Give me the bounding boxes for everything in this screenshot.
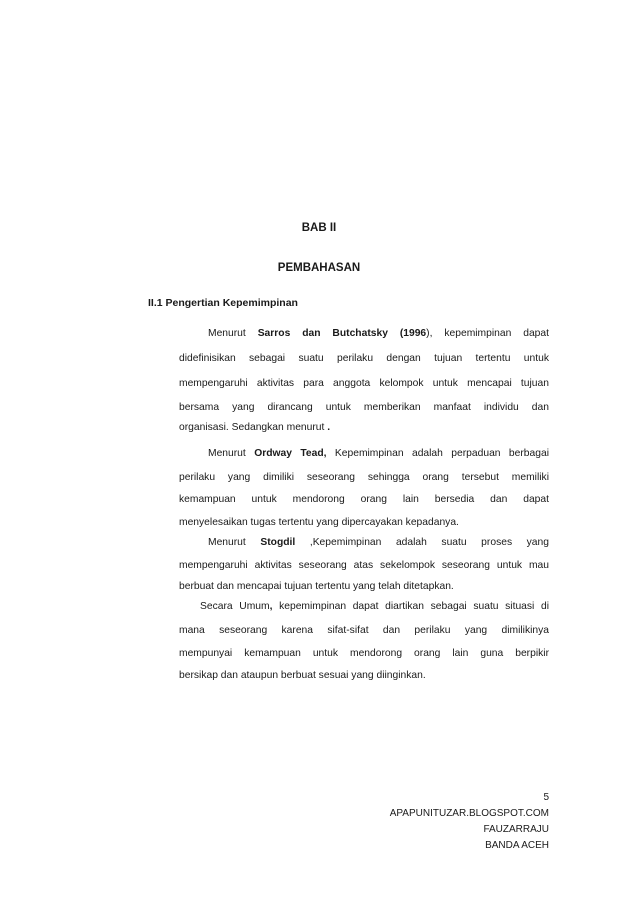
para3-text-cont: ,Kepemimpinan adalah suatu proses yang (309, 537, 549, 548)
para4-text-cont: kepemimpinan dapat diartikan sebagai suatu situasi di (279, 601, 549, 612)
para1-text: Menurut (208, 328, 246, 339)
chapter-title: BAB II (301, 222, 337, 234)
para4-line4: bersikap dan ataupun berbuat sesuai yang diinginkan. (179, 670, 426, 681)
footer-location: BANDA ACEH (485, 840, 549, 851)
para2-line2: perilaku yang dimiliki seseorang sehingga orang tersebut memiliki (179, 472, 549, 483)
footer-site: APAPUNITUZAR.BLOGSPOT.COM (389, 808, 549, 819)
para1-line1 (179, 327, 549, 341)
footer (390, 790, 549, 854)
section-title: II.1 Pengertian Kepemimpinan (148, 297, 298, 309)
para2-line3: kemampuan untuk mendorong orang lain bersedia dan dapat (179, 494, 549, 505)
para2-line4: menyelesaikan tugas tertentu yang dipercayakan kepadanya. (179, 517, 459, 528)
para4-line2: mana seseorang karena sifat-sifat dan perilaku yang dimilikinya (179, 625, 549, 636)
para1-author: Sarros dan Butchatsky (1996 (257, 328, 427, 339)
para3-author: Stogdil (260, 537, 296, 548)
para1-end-dot: . (327, 422, 331, 433)
para1-line5 (179, 421, 549, 435)
para2-text-cont: Kepemimpinan adalah perpaduan berbagai (334, 448, 549, 459)
para2-author: Ordway Tead, (254, 448, 327, 459)
para3-text: Menurut (208, 537, 246, 548)
para2-line1 (179, 447, 549, 461)
para3-line2: mempengaruhi aktivitas seseorang atas sekelompok seseorang untuk mau (179, 560, 549, 571)
page-heading: PEMBAHASAN (277, 262, 361, 274)
para4-text: Secara Umum (200, 601, 270, 612)
footer-author: FAUZARRAJU (483, 824, 549, 835)
page-number: 5 (543, 792, 549, 803)
para4-comma: , (269, 601, 273, 612)
para1-end-text: organisasi. Sedangkan menurut (179, 422, 325, 433)
para1-line3: mempengaruhi aktivitas para anggota kelompok untuk mencapai tujuan (179, 378, 549, 389)
para3-line1 (179, 536, 549, 550)
para4-line3: mempunyai kemampuan untuk mendorong orang lain guna berpikir (179, 648, 549, 659)
para1-line2: didefinisikan sebagai suatu perilaku dengan tujuan tertentu untuk (179, 353, 549, 364)
para4-line1 (200, 600, 549, 614)
para2-text: Menurut (208, 448, 246, 459)
para1-text-cont: ), kepemimpinan dapat (426, 328, 549, 339)
para1-line4: bersama yang dirancang untuk memberikan manfaat individu dan (179, 402, 549, 413)
para3-line3: berbuat dan mencapai tujuan tertentu yang telah ditetapkan. (179, 581, 454, 592)
